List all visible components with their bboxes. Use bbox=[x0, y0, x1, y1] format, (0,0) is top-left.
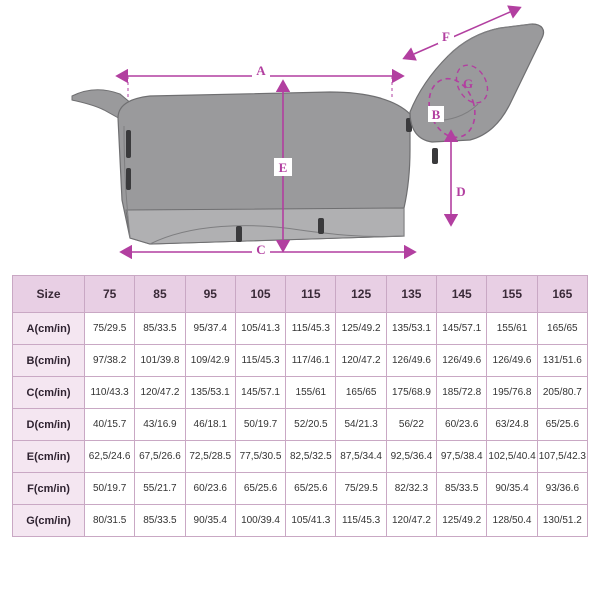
cell-B-75: 97/38.2 bbox=[85, 345, 135, 377]
table-row bbox=[13, 345, 588, 377]
cell-D-95: 46/18.1 bbox=[185, 409, 235, 441]
table-row bbox=[13, 409, 588, 441]
cell-E-115: 82,5/32.5 bbox=[286, 441, 336, 473]
size-chart-table bbox=[12, 275, 588, 537]
horse-rug-diagram bbox=[0, 0, 600, 268]
cell-B-165: 131/51.6 bbox=[537, 345, 587, 377]
cell-D-155: 63/24.8 bbox=[487, 409, 537, 441]
dimension-C bbox=[132, 242, 404, 258]
cell-E-145: 97,5/38.4 bbox=[437, 441, 487, 473]
cell-D-115: 52/20.5 bbox=[286, 409, 336, 441]
size-header-75: 75 bbox=[85, 276, 135, 313]
table-row bbox=[13, 377, 588, 409]
cell-E-135: 92,5/36.4 bbox=[386, 441, 436, 473]
cell-C-115: 155/61 bbox=[286, 377, 336, 409]
cell-B-105: 115/45.3 bbox=[235, 345, 285, 377]
cell-B-155: 126/49.6 bbox=[487, 345, 537, 377]
table-row bbox=[13, 313, 588, 345]
size-header-165: 165 bbox=[537, 276, 587, 313]
cell-F-95: 60/23.6 bbox=[185, 473, 235, 505]
cell-C-75: 110/43.3 bbox=[85, 377, 135, 409]
cell-F-115: 65/25.6 bbox=[286, 473, 336, 505]
cell-D-145: 60/23.6 bbox=[437, 409, 487, 441]
cell-G-75: 80/31.5 bbox=[85, 505, 135, 537]
cell-F-155: 90/35.4 bbox=[487, 473, 537, 505]
cell-G-115: 105/41.3 bbox=[286, 505, 336, 537]
cell-F-125: 75/29.5 bbox=[336, 473, 386, 505]
cell-A-135: 135/53.1 bbox=[386, 313, 436, 345]
dimension-label-G: G bbox=[462, 76, 474, 91]
size-header-115: 115 bbox=[286, 276, 336, 313]
dimension-label-F: F bbox=[442, 29, 450, 44]
cell-G-125: 115/45.3 bbox=[336, 505, 386, 537]
row-label-B: B(cm/in) bbox=[13, 345, 85, 377]
row-label-A: A(cm/in) bbox=[13, 313, 85, 345]
horse-neck-hood-shape bbox=[410, 24, 544, 142]
table-row bbox=[13, 473, 588, 505]
cell-B-115: 117/46.1 bbox=[286, 345, 336, 377]
cell-C-165: 205/80.7 bbox=[537, 377, 587, 409]
cell-B-125: 120/47.2 bbox=[336, 345, 386, 377]
size-header-135: 135 bbox=[386, 276, 436, 313]
cell-C-95: 135/53.1 bbox=[185, 377, 235, 409]
cell-B-85: 101/39.8 bbox=[135, 345, 185, 377]
cell-E-165: 107,5/42.3 bbox=[537, 441, 587, 473]
dimension-label-B: B bbox=[431, 107, 441, 122]
cell-D-105: 50/19.7 bbox=[235, 409, 285, 441]
table-header-row bbox=[13, 276, 588, 313]
cell-G-85: 85/33.5 bbox=[135, 505, 185, 537]
cell-F-165: 93/36.6 bbox=[537, 473, 587, 505]
size-header-145: 145 bbox=[437, 276, 487, 313]
dimension-label-E: E bbox=[278, 160, 288, 175]
cell-F-75: 50/19.7 bbox=[85, 473, 135, 505]
cell-D-135: 56/22 bbox=[386, 409, 436, 441]
cell-G-165: 130/51.2 bbox=[537, 505, 587, 537]
cell-A-145: 145/57.1 bbox=[437, 313, 487, 345]
table-corner-header: Size bbox=[13, 276, 85, 313]
table-head bbox=[13, 276, 588, 313]
row-label-E: E(cm/in) bbox=[13, 441, 85, 473]
cell-A-85: 85/33.5 bbox=[135, 313, 185, 345]
cell-C-145: 185/72.8 bbox=[437, 377, 487, 409]
cell-A-105: 105/41.3 bbox=[235, 313, 285, 345]
dimension-D bbox=[451, 142, 470, 214]
cell-A-95: 95/37.4 bbox=[185, 313, 235, 345]
row-label-D: D(cm/in) bbox=[13, 409, 85, 441]
table-body bbox=[13, 313, 588, 537]
dimension-B bbox=[428, 106, 444, 122]
size-header-155: 155 bbox=[487, 276, 537, 313]
cell-C-85: 120/47.2 bbox=[135, 377, 185, 409]
cell-G-145: 125/49.2 bbox=[437, 505, 487, 537]
cell-E-95: 72,5/28.5 bbox=[185, 441, 235, 473]
cell-C-135: 175/68.9 bbox=[386, 377, 436, 409]
cell-A-115: 115/45.3 bbox=[286, 313, 336, 345]
cell-A-125: 125/49.2 bbox=[336, 313, 386, 345]
cell-C-105: 145/57.1 bbox=[235, 377, 285, 409]
cell-A-165: 165/65 bbox=[537, 313, 587, 345]
cell-B-95: 109/42.9 bbox=[185, 345, 235, 377]
cell-D-85: 43/16.9 bbox=[135, 409, 185, 441]
cell-F-105: 65/25.6 bbox=[235, 473, 285, 505]
cell-C-155: 195/76.8 bbox=[487, 377, 537, 409]
row-label-G: G(cm/in) bbox=[13, 505, 85, 537]
cell-C-125: 165/65 bbox=[336, 377, 386, 409]
dimension-label-A: A bbox=[256, 63, 266, 78]
cell-B-135: 126/49.6 bbox=[386, 345, 436, 377]
row-label-C: C(cm/in) bbox=[13, 377, 85, 409]
cell-G-135: 120/47.2 bbox=[386, 505, 436, 537]
size-header-95: 95 bbox=[185, 276, 235, 313]
cell-G-95: 90/35.4 bbox=[185, 505, 235, 537]
table-row bbox=[13, 505, 588, 537]
size-header-105: 105 bbox=[235, 276, 285, 313]
cell-E-75: 62,5/24.6 bbox=[85, 441, 135, 473]
cell-G-105: 100/39.4 bbox=[235, 505, 285, 537]
size-header-125: 125 bbox=[336, 276, 386, 313]
cell-B-145: 126/49.6 bbox=[437, 345, 487, 377]
cell-A-155: 155/61 bbox=[487, 313, 537, 345]
cell-D-165: 65/25.6 bbox=[537, 409, 587, 441]
cell-G-155: 128/50.4 bbox=[487, 505, 537, 537]
cell-E-85: 67,5/26.6 bbox=[135, 441, 185, 473]
cell-E-155: 102,5/40.4 bbox=[487, 441, 537, 473]
size-header-85: 85 bbox=[135, 276, 185, 313]
row-label-F: F(cm/in) bbox=[13, 473, 85, 505]
cell-D-75: 40/15.7 bbox=[85, 409, 135, 441]
cell-F-85: 55/21.7 bbox=[135, 473, 185, 505]
dimension-label-C: C bbox=[256, 242, 266, 257]
table-row bbox=[13, 441, 588, 473]
cell-E-105: 77,5/30.5 bbox=[235, 441, 285, 473]
dimension-label-D: D bbox=[456, 184, 466, 199]
cell-A-75: 75/29.5 bbox=[85, 313, 135, 345]
cell-E-125: 87,5/34.4 bbox=[336, 441, 386, 473]
cell-D-125: 54/21.3 bbox=[336, 409, 386, 441]
cell-F-135: 82/32.3 bbox=[386, 473, 436, 505]
cell-F-145: 85/33.5 bbox=[437, 473, 487, 505]
